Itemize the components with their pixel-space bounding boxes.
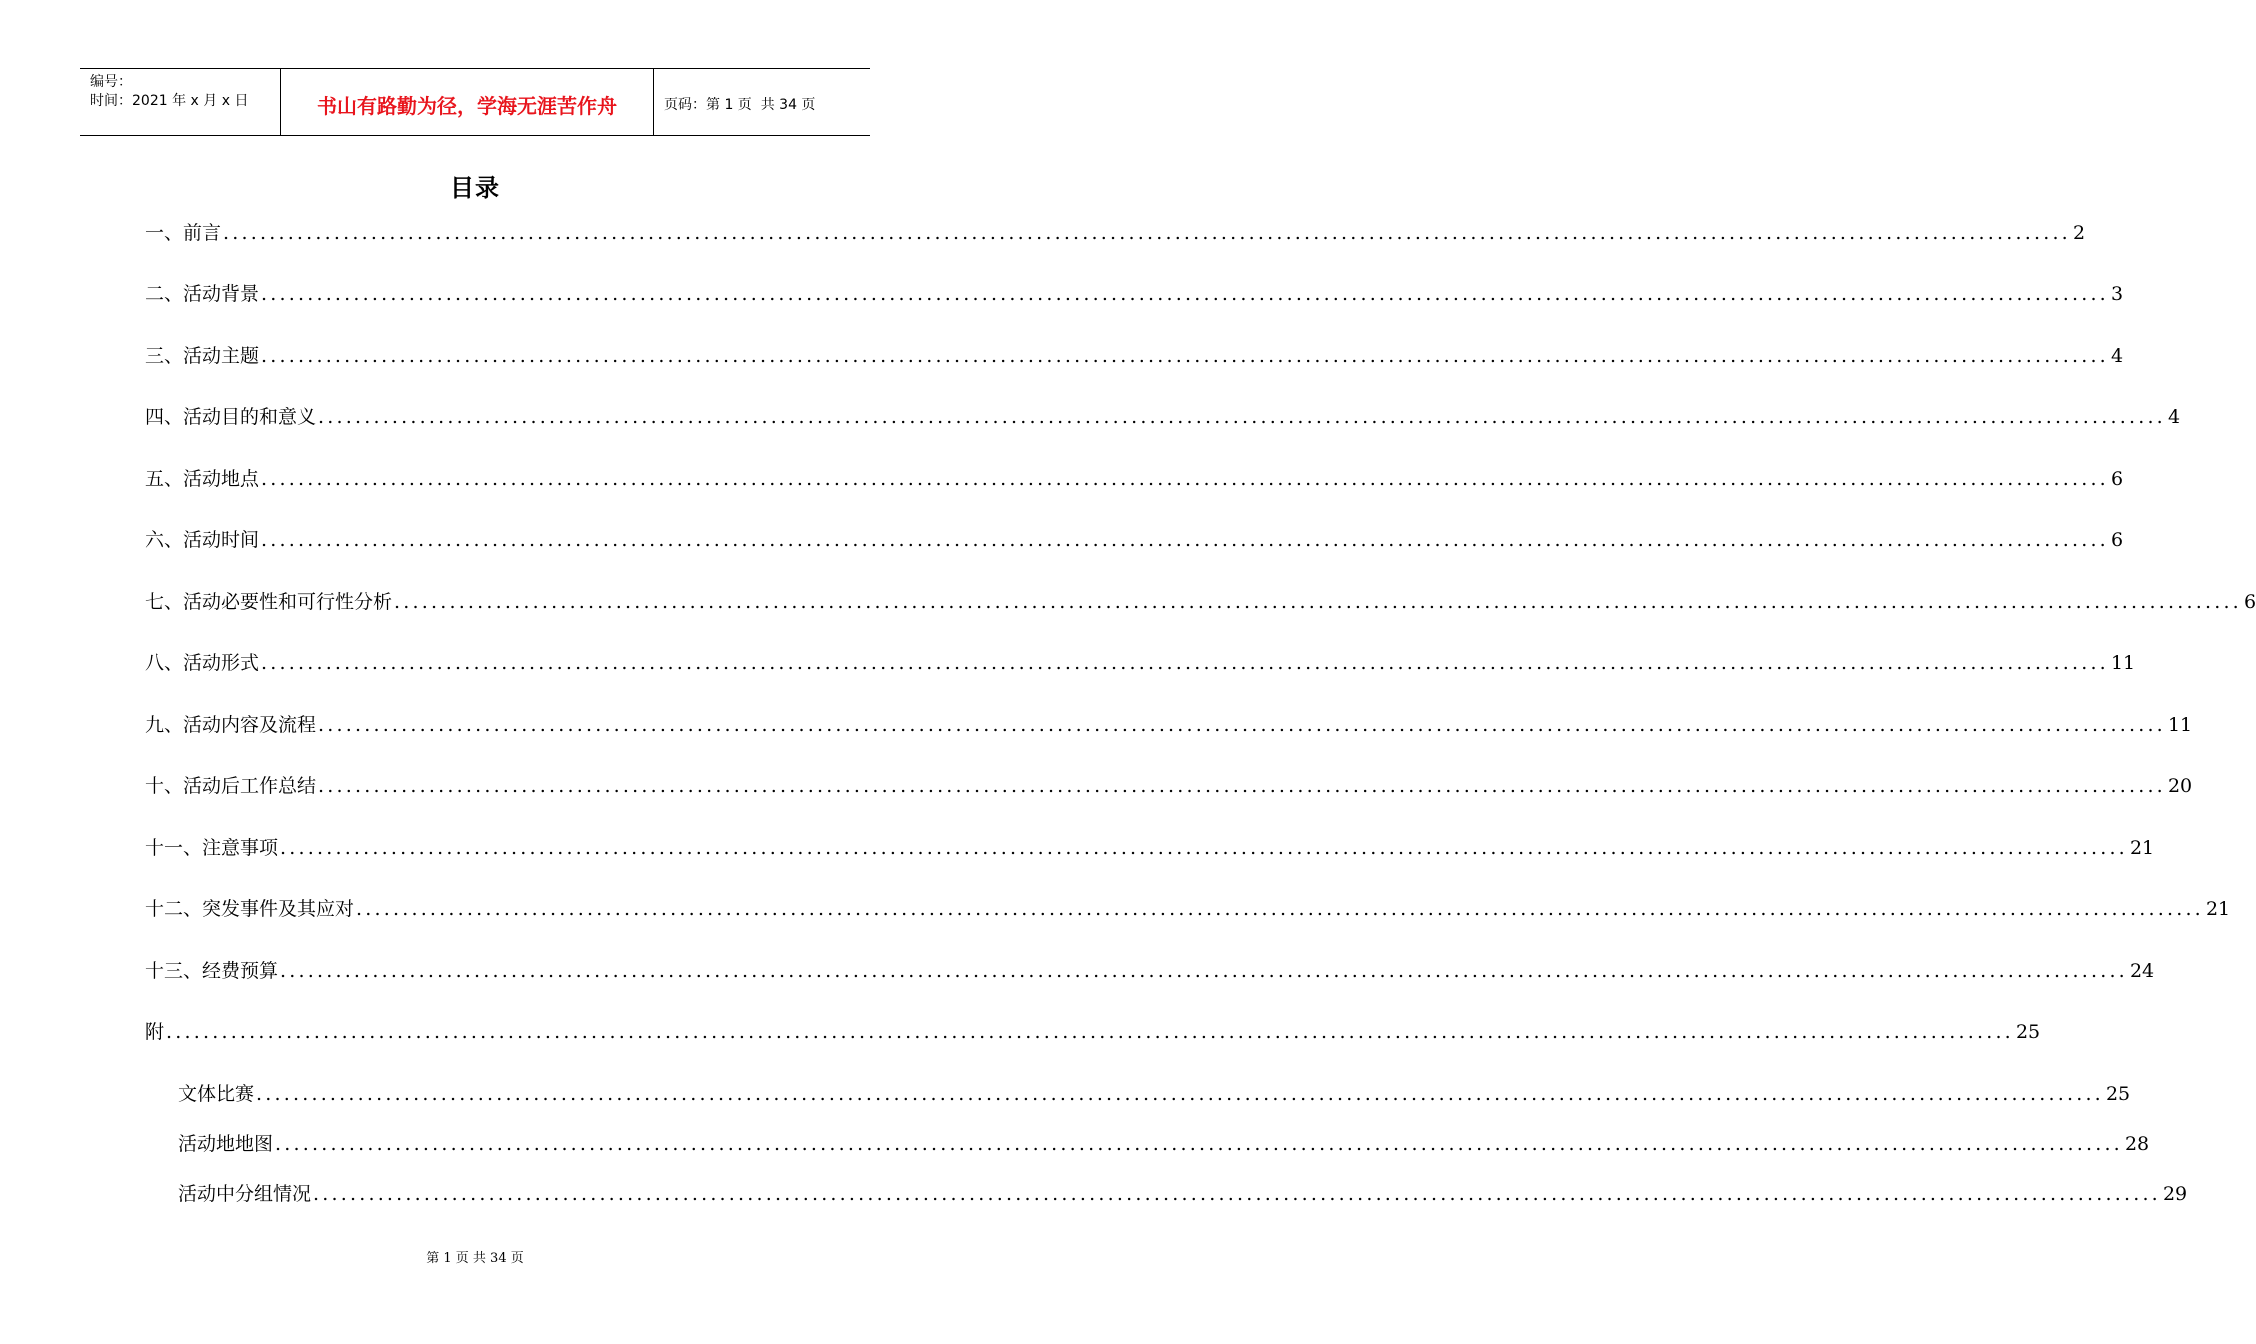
toc-entry[interactable] — [145, 402, 2181, 432]
toc-entry-page: 25 — [2105, 1083, 2131, 1105]
toc-subentry[interactable] — [178, 1179, 2188, 1209]
toc-entry[interactable] — [145, 341, 2124, 371]
toc-entry-label: 活动中分组情况 — [178, 1183, 312, 1205]
toc-entry-page: 11 — [2110, 652, 2136, 674]
toc-leader-dots: ........................................................................................................................................................................................................ — [261, 345, 2109, 367]
toc-entry-label: 十、活动后工作总结 — [145, 775, 317, 797]
toc-leader-dots: ........................................................................................................................................................................................................ — [313, 1183, 2161, 1205]
toc-entry-page: 20 — [2167, 775, 2193, 797]
page-footer: 第 1 页 共 34 页 — [426, 1251, 524, 1266]
header-meta — [80, 69, 281, 135]
toc-leader-dots: ........................................................................................................................................................................................................ — [280, 837, 2128, 859]
toc-entry-label: 四、活动目的和意义 — [145, 406, 317, 428]
toc-entry-label: 一、前言 — [145, 222, 222, 244]
toc-entry-label: 十一、注意事项 — [145, 837, 279, 859]
toc-leader-dots: ........................................................................................................................................................................................................ — [280, 960, 2128, 982]
toc-leader-dots: ........................................................................................................................................................................................................ — [261, 468, 2109, 490]
toc-entry-label: 七、活动必要性和可行性分析 — [145, 591, 393, 613]
toc-leader-dots: ........................................................................................................................................................................................................ — [356, 898, 2204, 920]
toc-entry-page: 28 — [2124, 1133, 2150, 1155]
toc-entry[interactable] — [145, 279, 2124, 309]
toc-entry[interactable] — [145, 648, 2136, 678]
toc-leader-dots: ........................................................................................................................................................................................................ — [394, 591, 2242, 613]
toc-leader-dots: ........................................................................................................................................................................................................ — [261, 283, 2109, 305]
toc-leader-dots: ........................................................................................................................................................................................................ — [318, 714, 2166, 736]
toc-entry[interactable] — [145, 525, 2124, 555]
toc-leader-dots: ........................................................................................................................................................................................................ — [318, 406, 2166, 428]
toc-entry[interactable] — [145, 587, 2256, 617]
toc-entry-label: 六、活动时间 — [145, 529, 260, 551]
toc-leader-dots: ........................................................................................................................................................................................................ — [223, 222, 2071, 244]
toc-entry-label: 八、活动形式 — [145, 652, 260, 674]
toc-entry-page: 21 — [2205, 898, 2231, 920]
toc-entry-label: 十二、突发事件及其应对 — [145, 898, 355, 920]
toc-leader-dots: ........................................................................................................................................................................................................ — [166, 1021, 2014, 1043]
toc-entry-label: 文体比赛 — [178, 1083, 255, 1105]
toc-leader-dots: ........................................................................................................................................................................................................ — [261, 652, 2109, 674]
toc-entry-page: 6 — [2110, 468, 2124, 490]
toc-entry[interactable] — [145, 710, 2193, 740]
toc-entry-label: 九、活动内容及流程 — [145, 714, 317, 736]
motto-text: 书山有路勤为径，学海无涯苦作舟 — [317, 93, 617, 118]
toc-entry-page: 3 — [2110, 283, 2124, 305]
toc-entry-page: 4 — [2167, 406, 2181, 428]
toc-entry-label: 十三、经费预算 — [145, 960, 279, 982]
date-label: 时间：2021 年 x 月 x 日 — [90, 93, 249, 109]
toc-entry-label: 二、活动背景 — [145, 283, 260, 305]
toc-entry-page: 29 — [2162, 1183, 2188, 1205]
toc-entry-label: 三、活动主题 — [145, 345, 260, 367]
toc-entry-page: 24 — [2129, 960, 2155, 982]
toc-entry[interactable] — [145, 956, 2155, 986]
toc-entry-label: 活动地地图 — [178, 1133, 274, 1155]
toc-entry-label: 附 — [145, 1021, 165, 1043]
header-motto — [281, 69, 654, 135]
page-title: 目录 — [450, 174, 500, 202]
toc-leader-dots: ........................................................................................................................................................................................................ — [318, 775, 2166, 797]
page-header — [80, 68, 870, 136]
toc-entry[interactable] — [145, 1017, 2041, 1047]
toc-leader-dots: ........................................................................................................................................................................................................ — [275, 1133, 2123, 1155]
toc-entry-page: 21 — [2129, 837, 2155, 859]
toc-subentry[interactable] — [178, 1079, 2131, 1109]
number-label: 编号： — [90, 74, 132, 90]
header-page-info — [654, 69, 870, 135]
toc-entry-page: 6 — [2110, 529, 2124, 551]
toc-entry[interactable] — [145, 464, 2124, 494]
page-info-text: 页码：第 1 页 共 34 页 — [664, 97, 816, 113]
toc-entry-page: 4 — [2110, 345, 2124, 367]
toc-leader-dots: ........................................................................................................................................................................................................ — [256, 1083, 2104, 1105]
toc-entry[interactable] — [145, 218, 2086, 248]
toc-entry[interactable] — [145, 894, 2231, 924]
toc-subentry[interactable] — [178, 1129, 2150, 1159]
toc-entry-page: 25 — [2015, 1021, 2041, 1043]
toc-entry[interactable] — [145, 833, 2155, 863]
toc-entry[interactable] — [145, 771, 2193, 801]
toc-entry-label: 五、活动地点 — [145, 468, 260, 490]
toc-entry-page: 6 — [2243, 591, 2256, 613]
toc-entry-page: 2 — [2072, 222, 2086, 244]
toc-entry-page: 11 — [2167, 714, 2193, 736]
toc-leader-dots: ........................................................................................................................................................................................................ — [261, 529, 2109, 551]
